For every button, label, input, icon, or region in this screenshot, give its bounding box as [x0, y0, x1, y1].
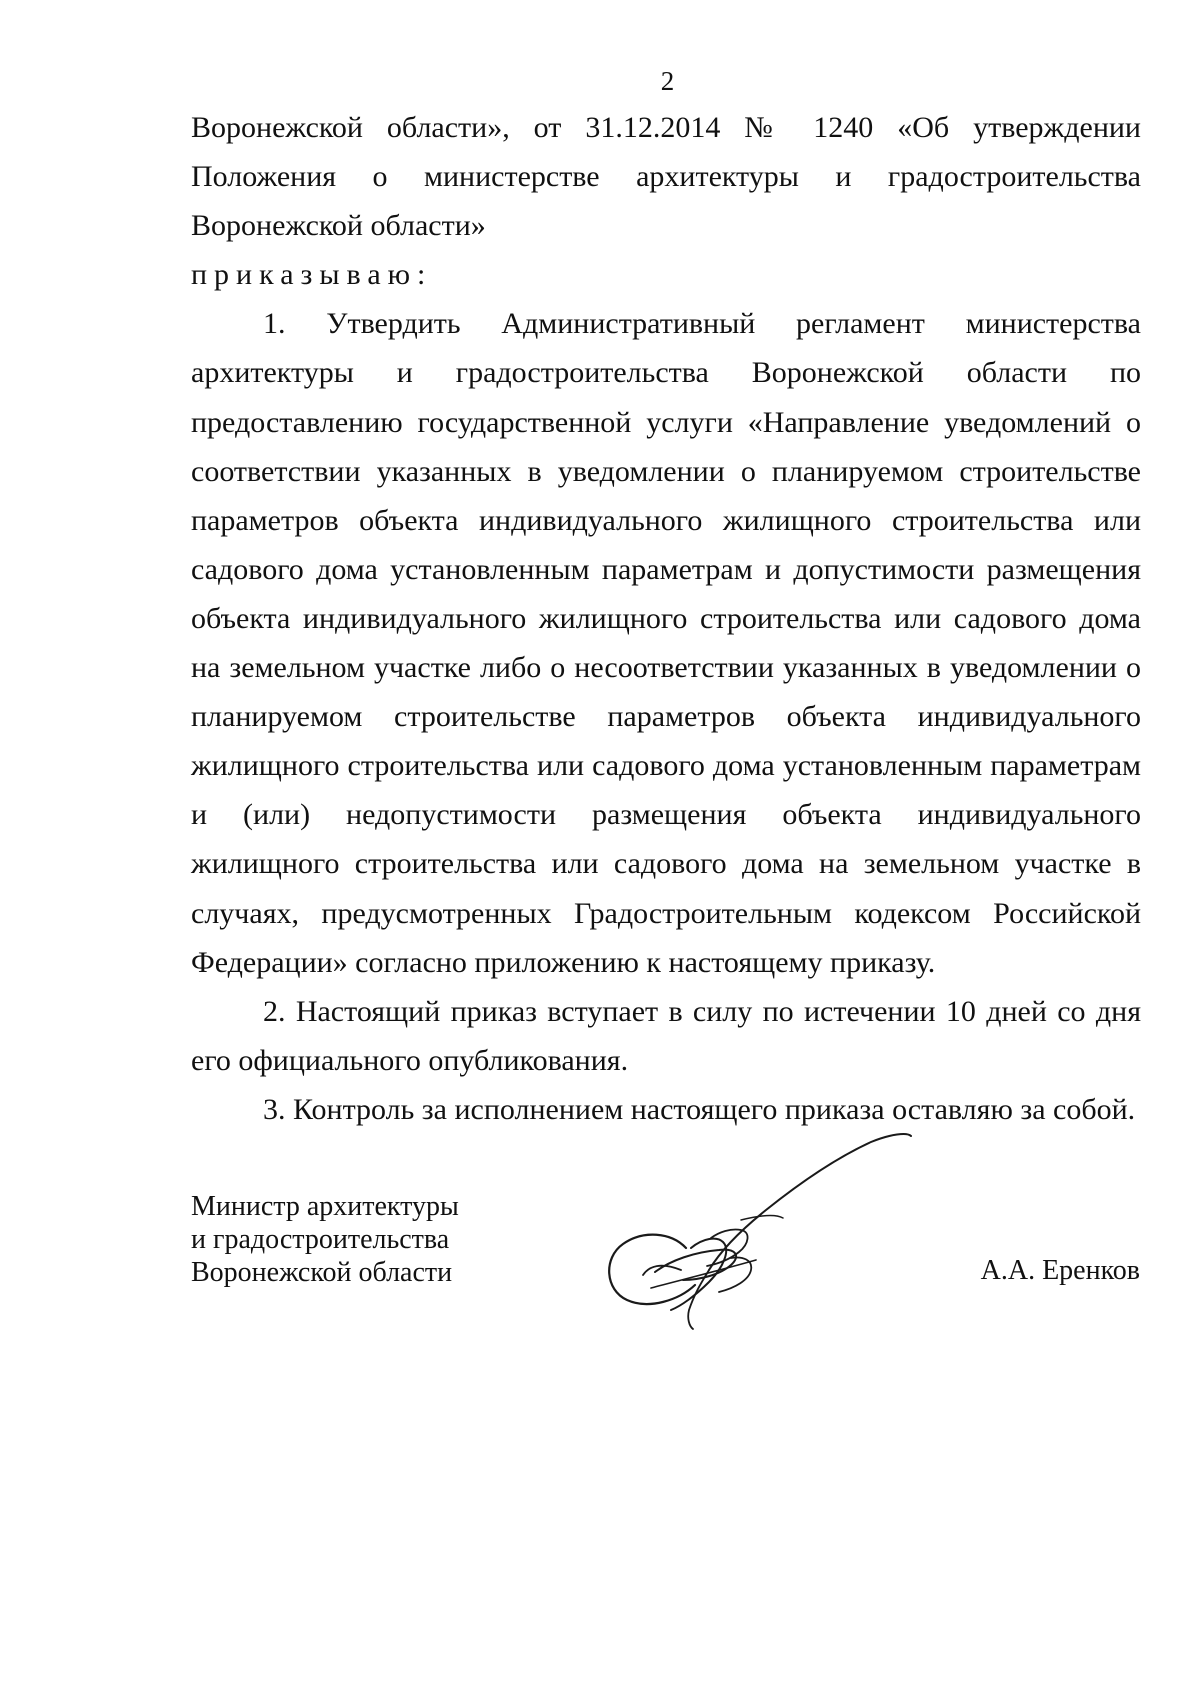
paragraph-item-1: 1. Утвердить Административный регламент министерства архитектуры и градостроительства Воронежской области по предоставлению государственной услуги «Направление уведомлений о соответствии указанных в уведомлении о планируемом строительстве параметров объекта индивидуального жилищного строительства или садового дома установленным параметрам и допустимости размещения объекта индивидуального жилищного строительства или садового дома на земельном участке либо о несоответствии указанных в уведомлении о планируемом строительстве параметров объекта индивидуального жилищного строительства или садового дома установленным параметрам и (или) недопустимости размещения объекта индивидуального жилищного строительства или садового дома на земельном участке в случаях, предусмотренных Градостроительным кодексом Российской Федерации» согласно приложению к настоящему приказу.	[191, 307, 1141, 979]
signature-block	[191, 1190, 1141, 1350]
signer-position-line: Воронежской области	[191, 1257, 453, 1288]
handwritten-signature	[591, 1120, 931, 1330]
signer-position	[191, 1190, 459, 1289]
signer-position-line: Министр архитектуры	[191, 1191, 459, 1222]
paragraph-item-2: 2. Настоящий приказ вступает в силу по истечении 10 дней со дня его официального опубликования.	[191, 994, 1141, 1077]
document-body	[191, 103, 1141, 1134]
signer-name: А.А. Еренков	[980, 1255, 1140, 1286]
signer-position-line: и градостроительства	[191, 1224, 450, 1255]
paragraph-order-word: приказываю:	[191, 258, 433, 292]
paragraph-preamble-end: Воронежской области», от 31.12.2014 № 1240 «Об утверждении Положения о министерстве архитектуры и градостроительства Воронежской области»	[191, 111, 1141, 243]
paragraph-item-3: 3. Контроль за исполнением настоящего приказа оставляю за собой.	[263, 1092, 1136, 1126]
page-number: 2	[660, 66, 675, 96]
